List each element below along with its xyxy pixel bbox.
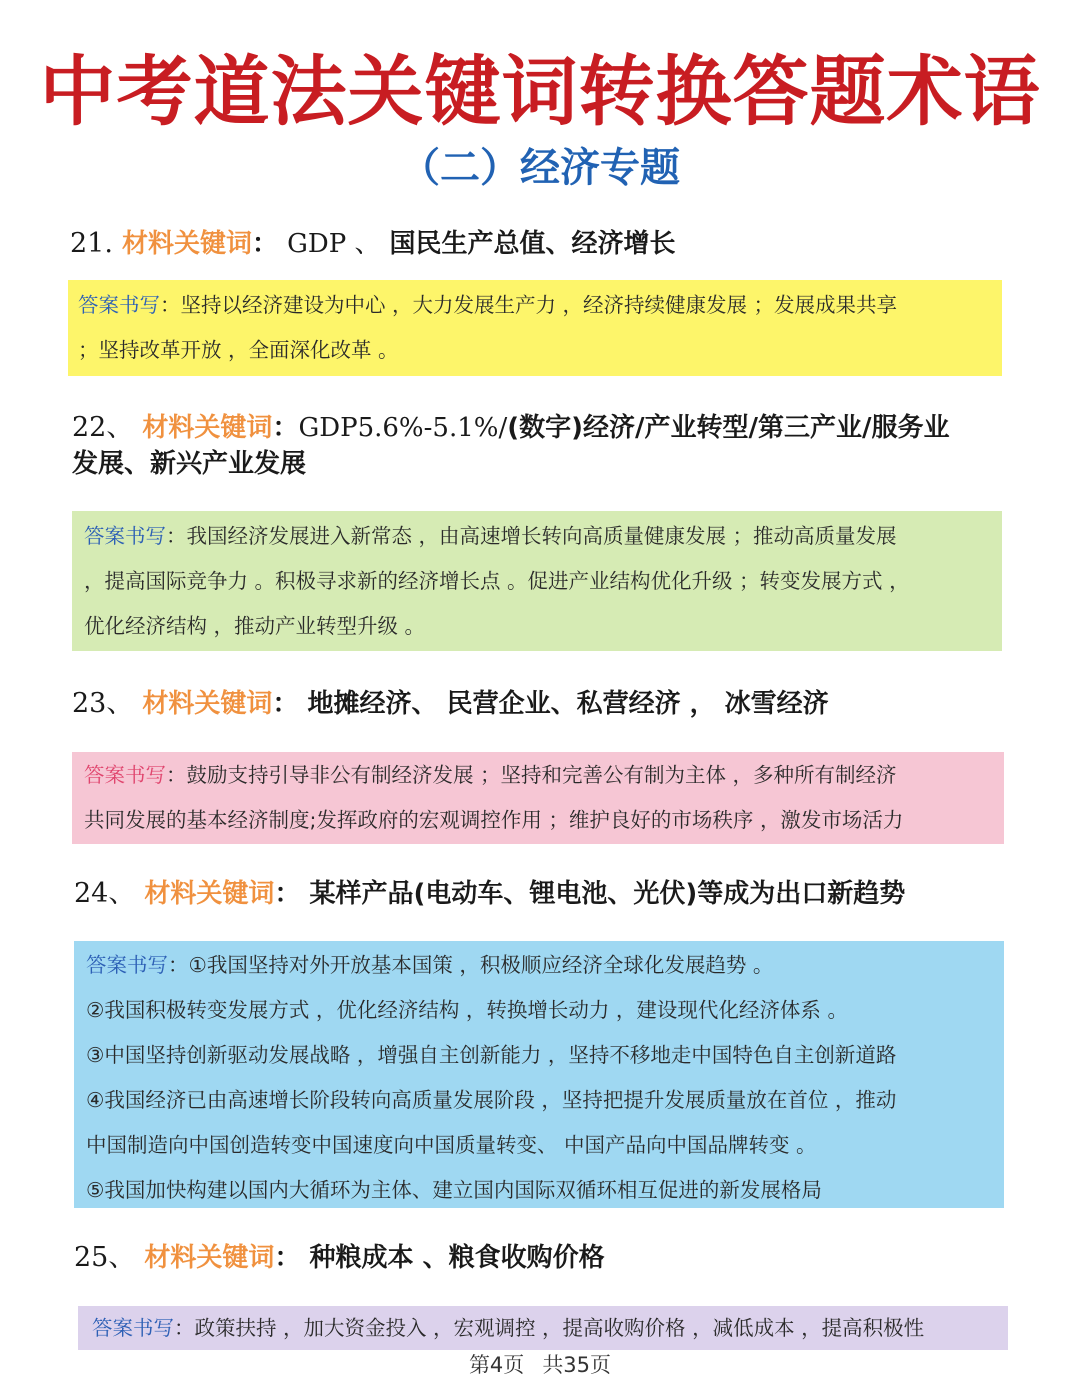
answer-box-24 xyxy=(74,941,1004,1208)
keyword-latin: GDP5.6%-5.1%/ xyxy=(298,413,508,443)
question-25-heading: 25、 材料关键词： 种粮成本 、粮食收购价格 xyxy=(74,1242,605,1273)
keyword-text: 种粮成本 、粮食收购价格 xyxy=(309,1243,605,1273)
answer-line: 答案书写：①我国坚持对外开放基本国策 ，积极顺应经济全球化发展趋势 。 xyxy=(86,953,774,977)
keyword-label: 材料关键词 xyxy=(122,229,253,259)
keyword-label: 材料关键词 xyxy=(142,413,273,443)
answer-label: 答案书写 xyxy=(78,293,160,317)
question-number: 25、 xyxy=(74,1242,136,1273)
answer-line: 答案书写：我国经济发展进入新常态 ，由高速增长转向高质量健康发展 ；推动高质量发展 xyxy=(84,524,897,548)
answer-box-22 xyxy=(72,511,1002,651)
question-22-heading: 22、 材料关键词：GDP5.6%-5.1%/(数字)经济/产业转型/第三产业/服务业 xyxy=(72,412,950,443)
keyword-text: 国民生产总值、经济增长 xyxy=(389,229,676,259)
answer-label: 答案书写 xyxy=(92,1316,174,1340)
question-21-heading: 21. 材料关键词： GDP 、 国民生产总值、经济增长 xyxy=(70,228,676,259)
keyword-text: 地摊经济、 民营企业、私营经济 ， 冰雪经济 xyxy=(307,689,829,719)
answer-line: ④我国经济已由高速增长阶段转向高质量发展阶段 ，坚持把提升发展质量放在首位 ，推动 xyxy=(86,1088,897,1112)
question-number: 23、 xyxy=(72,688,134,719)
page-number: 第4页 xyxy=(468,1353,525,1377)
answer-line: 共同发展的基本经济制度;发挥政府的宏观调控作用 ；维护良好的市场秩序 ，激发市场活力 xyxy=(84,808,904,832)
question-23-heading: 23、 材料关键词： 地摊经济、 民营企业、私营经济 ， 冰雪经济 xyxy=(72,688,829,719)
answer-box-23 xyxy=(72,752,1004,844)
answer-label: 答案书写 xyxy=(84,524,166,548)
answer-box-21 xyxy=(68,280,1002,376)
answer-box-25 xyxy=(78,1306,1008,1350)
answer-line: ②我国积极转变发展方式 ，优化经济结构 ，转换增长动力 ，建设现代化经济体系 。 xyxy=(86,998,848,1022)
page-title: 中考道法关键词转换答题术语 xyxy=(39,47,1041,136)
answer-line: ⑤我国加快构建以国内大循环为主体、建立国内国际双循环相互促进的新发展格局 xyxy=(86,1178,822,1202)
answer-line: ，提高国际竞争力 。积极寻求新的经济增长点 。促进产业结构优化升级 ；转变发展方式 ， xyxy=(84,569,910,593)
question-24-heading: 24、 材料关键词： 某样产品(电动车、锂电池、光伏)等成为出口新趋势 xyxy=(74,878,906,909)
answer-line: 答案书写：坚持以经济建设为中心 ，大力发展生产力 ，经济持续健康发展 ；发展成果共享 xyxy=(78,293,898,317)
keyword-text: 发展、新兴产业发展 xyxy=(72,449,307,479)
keyword-latin: GDP 、 xyxy=(287,229,381,259)
question-number: 21. xyxy=(70,228,113,259)
page-subtitle: （二）经济专题 xyxy=(400,145,680,191)
answer-label: 答案书写 xyxy=(86,953,168,977)
question-number: 24、 xyxy=(74,878,136,909)
keyword-label: 材料关键词 xyxy=(144,1243,275,1273)
answer-label: 答案书写 xyxy=(84,763,166,787)
answer-line: 答案书写：鼓励支持引导非公有制经济发展 ；坚持和完善公有制为主体 ，多种所有制经济 xyxy=(84,763,897,787)
keyword-text: 某样产品(电动车、锂电池、光伏)等成为出口新趋势 xyxy=(309,879,906,909)
keyword-label: 材料关键词 xyxy=(144,879,275,909)
answer-line: ③中国坚持创新驱动发展战略 ，增强自主创新能力 ，坚持不移地走中国特色自主创新道路 xyxy=(86,1043,897,1067)
question-number: 22、 xyxy=(72,412,134,443)
keyword-label: 材料关键词 xyxy=(142,689,273,719)
keyword-text: (数字)经济/产业转型/第三产业/服务业 xyxy=(507,413,950,443)
answer-line: 答案书写：政策扶持 ，加大资金投入 ，宏观调控 ，提高收购价格 ，减低成本 ，提高积极性 xyxy=(92,1316,925,1340)
question-22-heading-cont xyxy=(72,446,306,482)
page-total: 共35页 xyxy=(542,1353,612,1377)
answer-line: 中国制造向中国创造转变中国速度向中国质量转变、 中国产品向中国品牌转变 。 xyxy=(86,1133,817,1157)
answer-line: ；坚持改革开放 ，全面深化改革 。 xyxy=(78,338,399,362)
page-footer xyxy=(0,1350,1080,1380)
answer-line: 优化经济结构 ，推动产业转型升级 。 xyxy=(84,614,426,638)
